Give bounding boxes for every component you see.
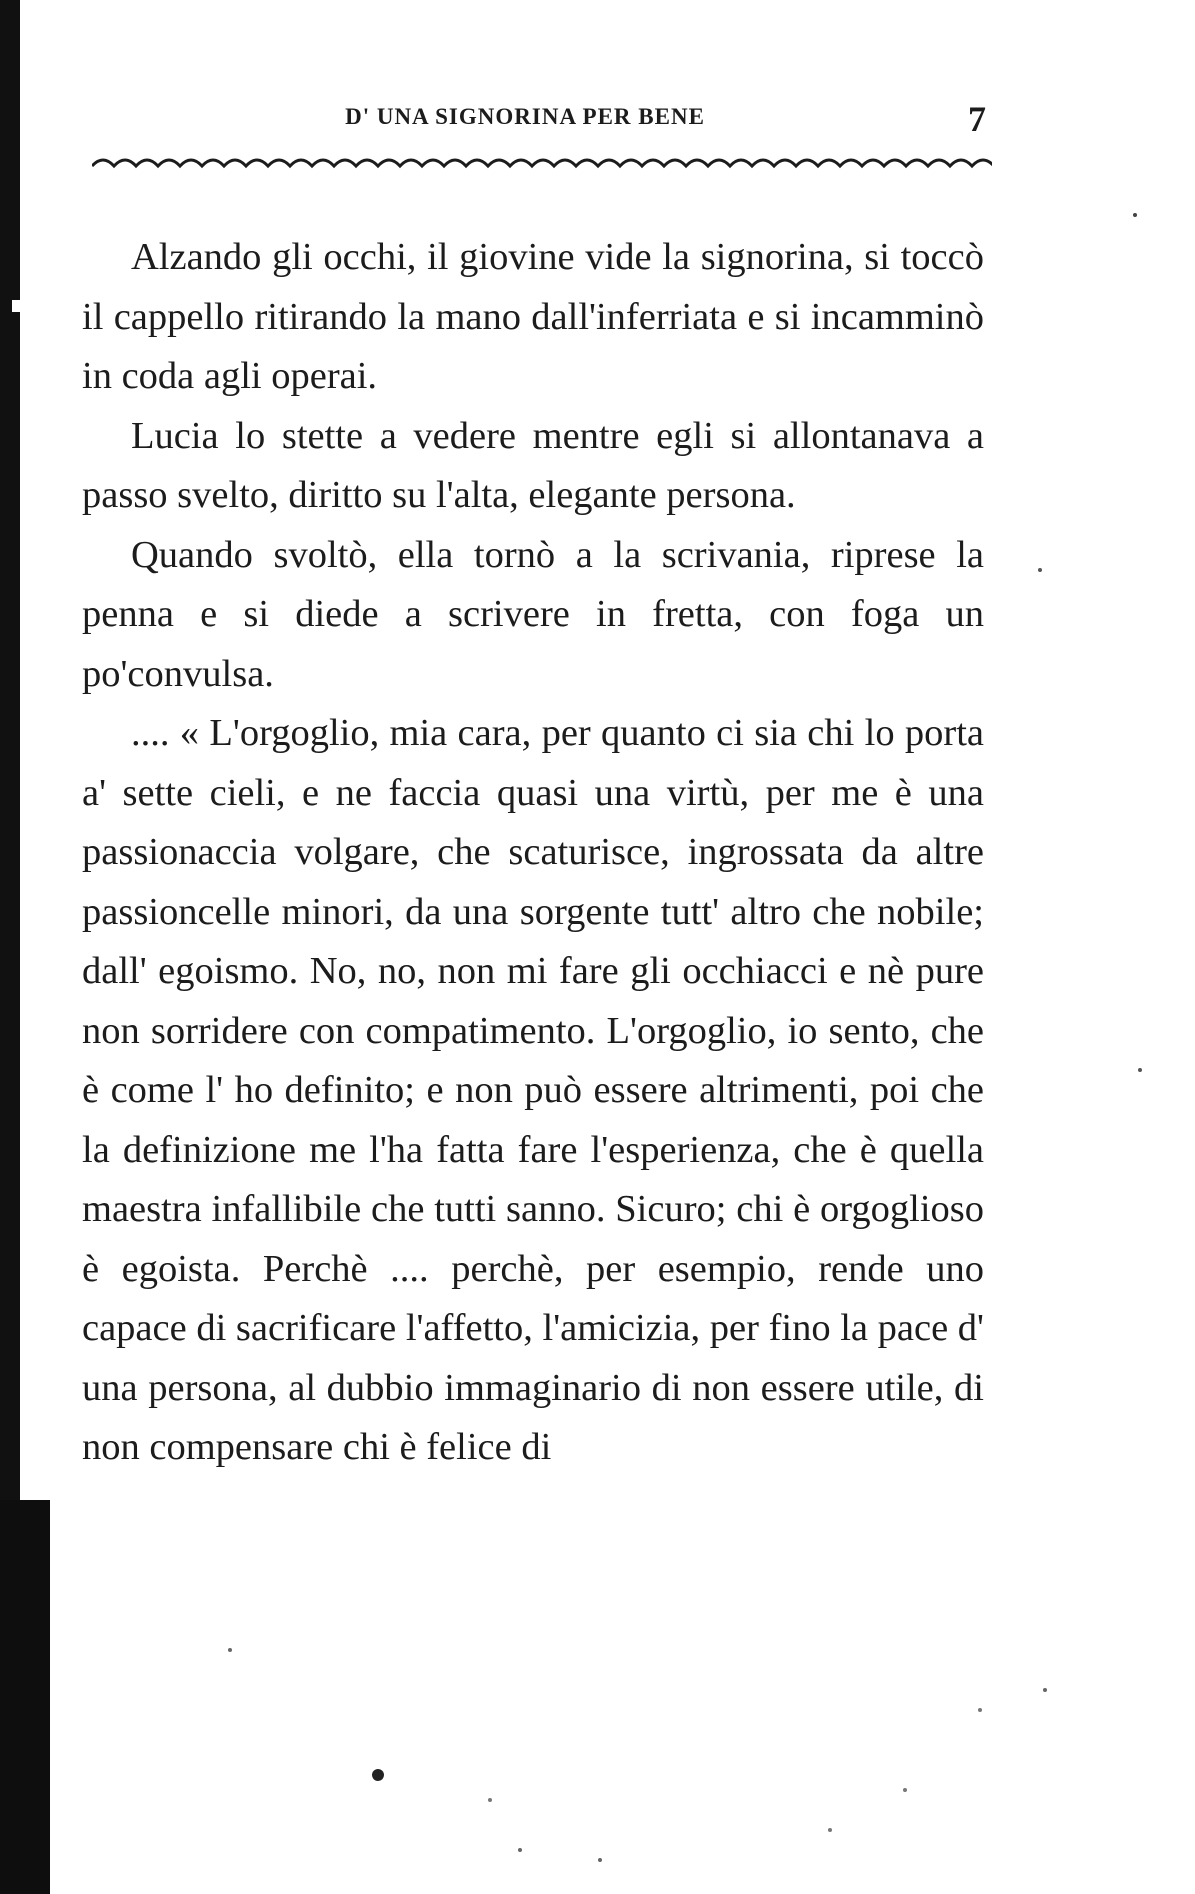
running-title: D' UNA SIGNORINA PER BENE (345, 104, 705, 129)
paragraph: Alzando gli occhi, il giovine vide la signorina, si toccò il cappello ritirando la mano dall'inferriata e si incamminò in coda agli operai. (82, 236, 984, 397)
page-number: 7 (968, 99, 986, 139)
paragraph: Lucia lo stette a vedere mentre egli si allontanava a passo svelto, diritto su l'alta, elegante persona. (82, 414, 984, 516)
paragraph: Quando svoltò, ella tornò a la scrivania, riprese la penna e si diede a scrivere in fretta, con foga un po'convulsa. (82, 533, 984, 695)
paragraph: .... « L'orgoglio, mia cara, per quanto ci sia chi lo porta a' sette cieli, e ne faccia quasi una virtù, per me è una passionaccia volgare, che scaturisce, ingrossata da altre passioncelle minori, da una sorgente tutt' altro che nobile; dall' egoismo. No, no, non mi fare gli occhiacci e nè pure non sorridere con compatimento. L'orgoglio, io sento, che è come l' ho definito; e non può essere altrimenti, poi che la definizione me l'ha fatta fare l'esperienza, che è quella maestra infallibile che tutti sanno. Sicuro; chi è orgoglioso è egoista. Perchè .... perchè, per esempio, rende uno capace di sacrificare l'affetto, l'amicizia, per fino la pace d' una persona, al dubbio immaginario di non essere utile, di non compensare chi è felice di (82, 712, 984, 1468)
